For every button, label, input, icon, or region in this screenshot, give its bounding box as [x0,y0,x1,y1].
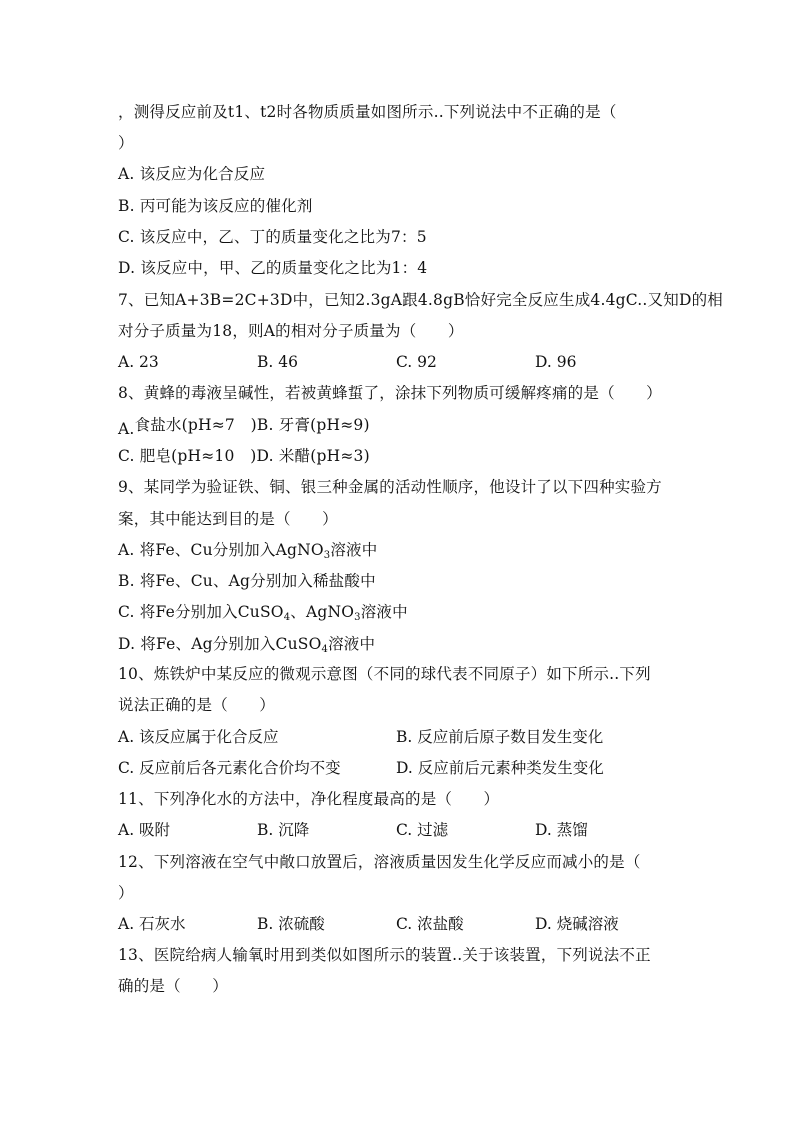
q7-stem-line1: 7、已知A+3B=2C+3D中，已知2.3gA跟4.8gB恰好完全反应生成4.4gC..又知D的相 [118,291,723,309]
q7-option-b: B. 46 [257,353,298,371]
q10-option-d: D. 反应前后元素种类发生变化 [396,759,604,777]
q7-option-d: D. 96 [535,353,577,371]
q6-option-a: A. 该反应为化合反应 [118,165,266,183]
q7-stem-line2: 对分子质量为18，则A的相对分子质量为（ ） [118,322,464,340]
q9-stem-line1: 9、某同学为验证铁、铜、银三种金属的活动性顺序，他设计了以下四种实验方 [118,478,662,496]
q8-option-cd: C. 肥皂(pH≈10 )D. 米醋(pH≈3) [118,447,370,465]
q11-option-b: B. 沉降 [257,821,310,839]
q13-stem-line2: 确的是（ ） [118,977,228,995]
q7-option-a: A. 23 [118,353,159,371]
q8-option-ab-text: 食盐水(pH≈7 )B. 牙膏(pH≈9) [134,416,370,434]
q12-option-c: C. 浓盐酸 [396,915,464,933]
q6-option-d: D. 该反应中，甲、乙的质量变化之比为1：4 [118,259,428,277]
q12-stem-line2: ） [118,884,134,902]
q11-option-a: A. 吸附 [118,821,171,839]
q11-option-c: C. 过滤 [396,821,449,839]
q10-option-b: B. 反应前后原子数目发生变化 [396,728,604,746]
q9-stem-line2: 案，其中能达到目的是（ ） [118,510,338,528]
q10-option-a: A. 该反应属于化合反应 [118,728,279,746]
q9-option-b: B. 将Fe、Cu、Ag分别加入稀盐酸中 [118,572,376,590]
q9-option-c: C. 将Fe分别加入CuSO$_4$、AgNO$_3$溶液中 [118,603,408,623]
q9-option-d: D. 将Fe、Ag分别加入CuSO$_4$溶液中 [118,635,376,655]
q8-stem: 8、黄蜂的毒液呈碱性，若被黄蜂蜇了，涂抹下列物质可缓解疼痛的是（ ） [118,384,662,402]
q12-option-d: D. 烧碱溶液 [535,915,619,933]
q12-stem-line1: 12、下列溶液在空气中敞口放置后，溶液质量因发生化学反应而减小的是（ [118,853,641,871]
q7-option-c: C. 92 [396,353,437,371]
q8-option-a-prefix: A. [118,420,135,438]
q6-option-c: C. 该反应中，乙、丁的质量变化之比为7：5 [118,228,427,246]
q8-option-ab [118,415,370,438]
q10-stem-line1: 10、炼铁炉中某反应的微观示意图（不同的球代表不同原子）如下所示..下列 [118,665,651,683]
q12-option-a: A. 石灰水 [118,915,186,933]
q10-stem-line2: 说法正确的是（ ） [118,696,276,714]
q11-option-d: D. 蒸馏 [535,821,588,839]
q13-stem-line1: 13、医院给病人输氧时用到类似如图所示的装置..关于该装置，下列说法不正 [118,946,651,964]
q6-option-b: B. 丙可能为该反应的催化剂 [118,197,313,215]
q12-option-b: B. 浓硫酸 [257,915,325,933]
q6-stem-line1: ，测得反应前及t1、t2时各物质质量如图所示..下列说法中不正确的是（ [118,103,617,121]
q9-option-a: A. 将Fe、Cu分别加入AgNO$_3$溶液中 [118,541,378,561]
q11-stem: 11、下列净化水的方法中，净化程度最高的是（ ） [118,790,500,808]
q6-stem-line2: ） [118,134,134,152]
q10-option-c: C. 反应前后各元素化合价均不变 [118,759,341,777]
